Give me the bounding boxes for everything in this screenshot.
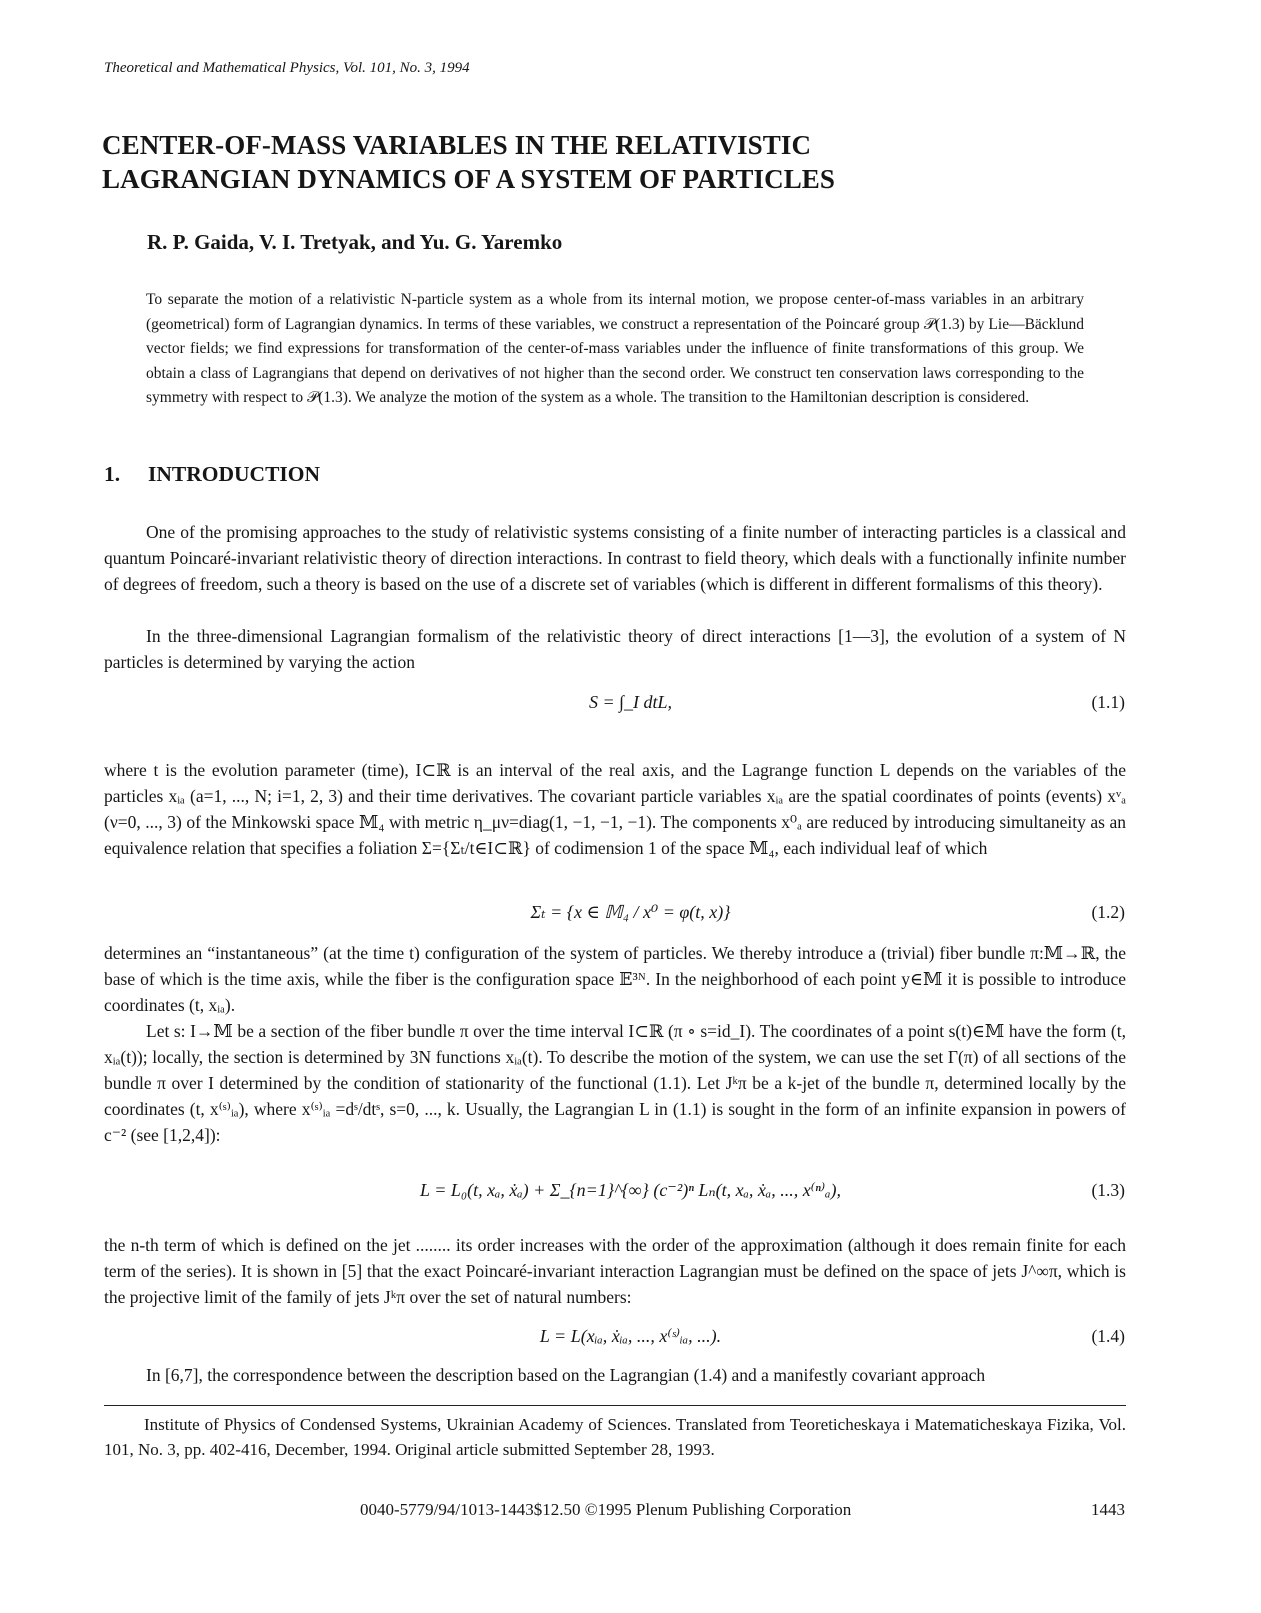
equation-expression: Σₜ = {x ∈ 𝕄₄ / x⁰ = φ(t, x)} [530,902,731,922]
equation-number: (1.2) [1091,902,1125,922]
title-line-2: LAGRANGIAN DYNAMICS OF A SYSTEM OF PARTICLES [102,164,836,194]
equation-number: (1.4) [1091,1326,1125,1346]
paragraph-5: Let s: I→𝕄 be a section of the fiber bundle π over the time interval I⊂ℝ (π ∘ s=id_I). The coordinates of a point s(t)∈𝕄 have the form (t, xᵢₐ(t)); locally, the section is determined by 3N functions xᵢₐ(t). To describe the motion of the system, we can use the set Γ(π) of all sections of the bundle π over I determined by the condition of stationarity of the functional (1.1). Let Jᵏπ be a k-jet of the bundle π, determined locally by the coordinates (t, x⁽ˢ⁾ᵢₐ), where x⁽ˢ⁾ᵢₐ =dˢ/dtˢ, s=0, ..., k. Usually, the Lagrangian L in (1.1) is sought in the form of an infinite expansion in powers of c⁻² (see [1,2,4]): [104,1021,1126,1145]
paragraph-6: the n-th term of which is defined on the jet ........ its order increases with the order of the approximation (although it does remain finite for each term of the series). It is shown in [5] that the exact Poincaré-invariant interaction Lagrangian must be defined on the space of jets J^∞π, which is the projective limit of the family of jets Jᵏπ over the set of natural numbers: [104,1235,1126,1307]
abstract: To separate the motion of a relativistic N-particle system as a whole from its internal motion, we propose center-of-mass variables in an arbitrary (geometrical) form of Lagrangian dynamics. In terms of these variables, we construct a representation of the Poincaré group 𝒫(1.3) by Lie—Bäcklund vector fields; we find expressions for transformation of the center-of-mass variables under the influence of finite transformations of this group. We obtain a class of Lagrangians that depend on derivatives of not higher than the second order. We construct ten conservation laws corresponding to the symmetry with respect to 𝒫(1.3). We analyze the motion of the system as a whole. The transition to the Hamiltonian description is considered. [146,291,1084,406]
footnote: Institute of Physics of Condensed Systems, Ukrainian Academy of Sciences. Translated from Teoreticheskaya i Matematicheskaya Fizika, Vol. 101, No. 3, pp. 402-416, December, 1994. Original article submitted September 28, 1993. [104,1415,1126,1459]
authors: R. P. Gaida, V. I. Tretyak, and Yu. G. Yaremko [147,230,563,254]
equation-1-3 [0,1172,1261,1212]
section-number: 1. [104,462,121,486]
paragraph-4: determines an “instantaneous” (at the time t) configuration of the system of particles. We thereby introduce a (trivial) fiber bundle π:𝕄→ℝ, the base of which is the time axis, while the fiber is the configuration space 𝔼³ᴺ. In the neighborhood of each point y∈𝕄 it is possible to introduce coordinates (t, xᵢₐ). [104,943,1126,1015]
equation-1-2 [0,898,1261,938]
equation-number: (1.1) [1091,692,1125,712]
paragraph-3: where t is the evolution parameter (time), I⊂ℝ is an interval of the real axis, and the Lagrange function L depends on the variables of the particles xᵢₐ (a=1, ..., N; i=1, 2, 3) and their time derivatives. The covariant particle variables xᵢₐ are the spatial coordinates of points (events) xᵛₐ (ν=0, ..., 3) of the Minkowski space 𝕄₄ with metric η_μν=diag(1, −1, −1, −1). The components x⁰ₐ are reduced by introducing simultaneity as an equivalence relation that specifies a foliation Σ={Σₜ/t∈I⊂ℝ} of codimension 1 of the space 𝕄₄, each individual leaf of which [104,760,1126,858]
equation-expression: S = ∫_I dtL, [588,692,673,712]
article-title [102,128,1162,196]
equation-number: (1.3) [1091,1180,1125,1200]
equation-1-1 [0,684,1261,724]
publisher-imprint: 0040-5779/94/1013-1443$12.50 ©1995 Plenum Publishing Corporation [360,1500,852,1519]
journal-citation: Theoretical and Mathematical Physics, Vol. 101, No. 3, 1994 [104,60,470,76]
page-number: 1443 [1091,1500,1125,1519]
footnote-rule [104,1405,1126,1406]
equation-expression: L = L(xᵢₐ, ẋᵢₐ, ..., x⁽ˢ⁾ᵢₐ, ...). [539,1326,722,1346]
equation-expression: L = L₀(t, xₐ, ẋₐ) + Σ_{n=1}^{∞} (c⁻²)ⁿ Lₙ(t, xₐ, ẋₐ, ..., x⁽ⁿ⁾ₐ), [420,1180,841,1200]
section-title: INTRODUCTION [148,462,321,486]
title-line-1: CENTER-OF-MASS VARIABLES IN THE RELATIVISTIC [102,130,812,160]
paragraph-1: One of the promising approaches to the study of relativistic systems consisting of a finite number of interacting particles is a classical and quantum Poincaré-invariant relativistic theory of direction interactions. In contrast to field theory, which deals with a functionally infinite number of degrees of freedom, such a theory is based on the use of a discrete set of variables (which is different in different formalisms of this theory). [104,522,1126,594]
paragraph-7: In [6,7], the correspondence between the description based on the Lagrangian (1.4) and a manifestly covariant approach [146,1365,986,1385]
equation-1-4 [0,1322,1261,1362]
section-heading [104,462,320,487]
paragraph-2: In the three-dimensional Lagrangian formalism of the relativistic theory of direct interactions [1—3], the evolution of a system of N particles is determined by varying the action [104,626,1126,672]
